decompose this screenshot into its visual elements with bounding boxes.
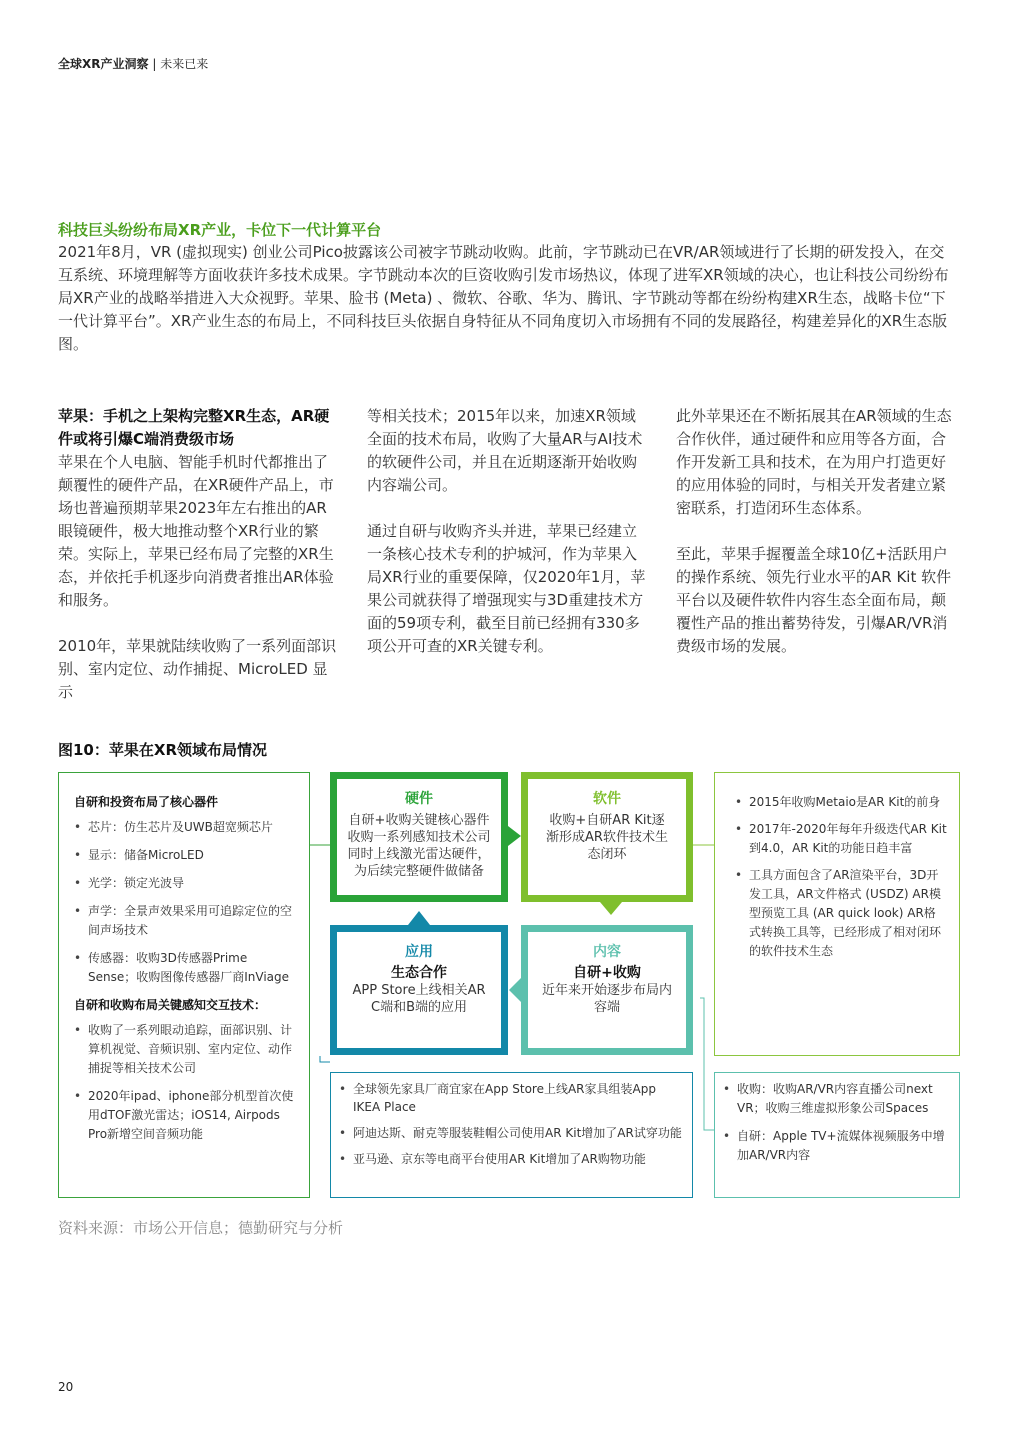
- list-item: • 收购了一系列眼动追踪，面部识别、计算机视觉、音频识别、室内定位、动作捕捉等相关技术公司: [74, 1021, 295, 1078]
- list-item: • 工具方面包含了AR渲染平台，3D开发工具，AR文件格式 (USDZ) AR模型预览工具 (AR quick look) AR格式转换工具等，已经形成了相对闭环的软件技术生态: [735, 866, 947, 961]
- list-item: • 亚马逊、京东等电商平台使用AR Kit增加了AR购物功能: [339, 1150, 682, 1168]
- box-heading: 自研和投资布局了核心器件: [74, 795, 219, 809]
- text-column-2: [367, 405, 650, 681]
- quadrant-subtitle: 自研+收购: [573, 965, 641, 981]
- quadrant-title: 应用: [405, 944, 433, 960]
- application-list: [339, 1080, 682, 1168]
- list-item: • 传感器：收购3D传感器Prime Sense；收购图像传感器厂商InViage: [74, 949, 295, 987]
- running-header: [58, 55, 208, 72]
- column-paragraph: 苹果在个人电脑、智能手机时代都推出了颠覆性的硬件产品，在XR硬件产品上，市场也普遍预期苹果2023年左右推出的AR眼镜硬件，极大地推动整个XR行业的繁荣。实际上，苹果已经布局了完整的XR生态，并依托手机逐步向消费者推出AR体验和服务。: [58, 453, 334, 609]
- quadrant-text: 收购+自研AR Kit逐渐形成AR软件技术生态闭环: [546, 813, 668, 862]
- quadrant-text: 自研+收购关键核心器件收购一系列感知技术公司同时上线激光雷达硬件，为后续完整硬件做储备: [347, 813, 491, 879]
- column-heading: 苹果：手机之上架构完整XR生态，AR硬件或将引爆C端消费级市场: [58, 407, 330, 448]
- column-paragraph: 通过自研与收购齐头并进，苹果已经建立一条核心技术专利的护城河，作为苹果入局XR行业的重要保障，仅2020年1月，苹果公司就获得了增强现实与3D重建技术方面的59项专利，截至目前已经拥有330多项公开可查的XR关键专利。: [367, 522, 646, 655]
- connector-line: [320, 1056, 330, 1062]
- report-subtitle: 未来已来: [160, 57, 209, 71]
- column-paragraph: 至此，苹果手握覆盖全球10亿+活跃用户的操作系统、领先行业水平的AR Kit 软件平台以及硬件软件内容生态全面布局，颠覆性产品的推出蓄势待发，引爆AR/VR消费级市场的发展。: [676, 545, 952, 655]
- quadrant-text: 近年来开始逐步布局内容端: [542, 983, 673, 1015]
- text-column-3: [676, 405, 959, 681]
- software-detail-box: [714, 772, 960, 1056]
- list-item: • 芯片：仿生芯片及UWB超宽频芯片: [74, 818, 295, 837]
- page-number: 20: [58, 1380, 74, 1394]
- arrow-right-icon: [508, 826, 521, 846]
- list-item: • 自研：Apple TV+流媒体视频服务中增加AR/VR内容: [723, 1127, 949, 1165]
- intro-paragraph: 2021年8月，VR (虚拟现实) 创业公司Pico披露该公司被字节跳动收购。此前，字节跳动已在VR/AR领域进行了长期的研发投入，在交互系统、环境理解等方面收获许多技术成果。字节跳动本次的巨资收购引发市场热议，体现了进军XR领域的决心，也让科技公司纷纷布局XR产业的战略举措进入大众视野。苹果、脸书 (Meta) 、微软、谷歌、华为、腾讯、字节跳动等都在纷纷构建XR生态，战略卡位“下一代计算平台”。XR产业生态的布局上，不同科技巨头依据自身特征从不同角度切入市场拥有不同的发展路径，构建差异化的XR生态版图。: [58, 243, 949, 353]
- list-item: • 收购：收购AR/VR内容直播公司next VR；收购三维虚拟形象公司Spaces: [723, 1080, 949, 1118]
- header-separator: |: [152, 57, 157, 71]
- list-item: • 声学：全景声效果采用可追踪定位的空间声场技术: [74, 902, 295, 940]
- content-list: [723, 1080, 949, 1165]
- arrow-up-icon: [408, 911, 430, 925]
- quadrant-subtitle: 生态合作: [391, 965, 447, 981]
- column-paragraph: 等相关技术；2015年以来，加速XR领域全面的技术布局，收购了大量AR与AI技术的软硬件公司，并且在近期逐渐开始收购内容端公司。: [367, 407, 643, 494]
- arrow-left-icon: [509, 978, 521, 1002]
- component-list: [74, 818, 295, 987]
- hardware-quadrant: [330, 772, 508, 902]
- application-quadrant: [330, 925, 508, 1055]
- source-note: 资料来源：市场公开信息；德勤研究与分析: [58, 1219, 344, 1237]
- software-quadrant: [521, 772, 693, 902]
- content-detail-box: [714, 1072, 960, 1198]
- figure-title: 图10：苹果在XR领域布局情况: [58, 741, 267, 759]
- section-title: 科技巨头纷纷布局XR产业，卡位下一代计算平台: [58, 221, 382, 239]
- list-item: • 阿迪达斯、耐克等服装鞋帽公司使用AR Kit增加了AR试穿功能: [339, 1124, 682, 1142]
- box-heading: 自研和收购布局关键感知交互技术：: [74, 998, 267, 1012]
- list-item: • 光学：锁定光波导: [74, 874, 295, 893]
- content-quadrant: [521, 925, 693, 1055]
- quadrant-title: 内容: [593, 944, 621, 960]
- arrow-down-icon: [600, 902, 622, 915]
- list-item: • 全球领先家具厂商宜家在App Store上线AR家具组装App IKEA Place: [339, 1080, 682, 1116]
- application-detail-box: [330, 1072, 693, 1198]
- list-item: • 2015年收购Metaio是AR Kit的前身: [735, 793, 947, 812]
- quadrant-title: 硬件: [405, 791, 433, 807]
- column-paragraph: 2010年，苹果就陆续收购了一系列面部识别、室内定位、动作捕捉、MicroLED 显示: [58, 637, 337, 701]
- list-item: • 2017年-2020年每年升级迭代AR Kit到4.0，AR Kit的功能日趋丰富: [735, 820, 947, 858]
- connector-line: [700, 998, 714, 1130]
- column-paragraph: 此外苹果还在不断拓展其在AR领域的生态合作伙伴，通过硬件和应用等各方面，合作开发新工具和技术，在为用户打造更好的应用体验的同时，与相关开发者建立紧密联系，打造闭环生态体系。: [676, 407, 952, 517]
- list-item: • 2020年ipad、iphone部分机型首次使用dTOF激光雷达；iOS14, Airpods Pro新增空间音频功能: [74, 1087, 295, 1144]
- text-column-1: [58, 405, 341, 727]
- quadrant-title: 软件: [593, 791, 621, 807]
- quadrant-text: APP Store上线相关AR C端和B端的应用: [352, 983, 486, 1015]
- interaction-tech-list: [74, 1021, 295, 1144]
- report-title: 全球XR产业洞察: [58, 57, 149, 71]
- list-item: • 显示：储备MicroLED: [74, 846, 295, 865]
- software-list: [735, 793, 947, 961]
- core-components-box: [58, 772, 310, 1198]
